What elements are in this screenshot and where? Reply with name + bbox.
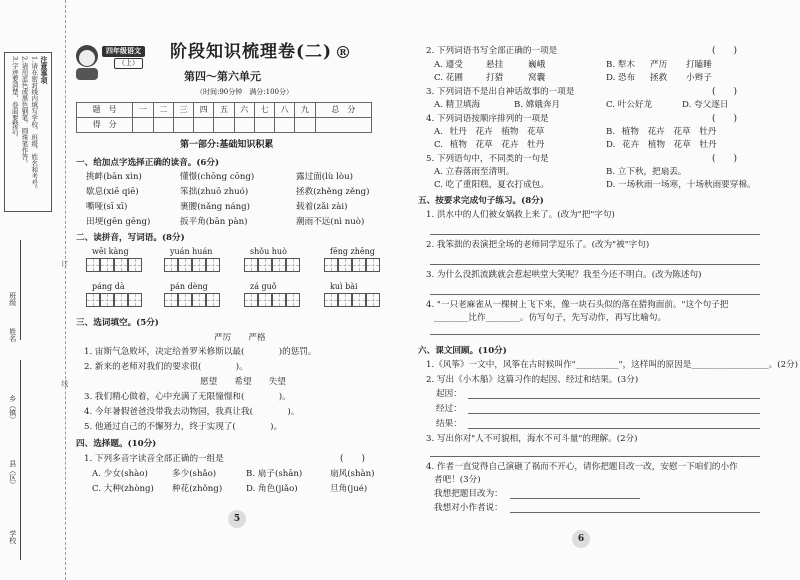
pinyin-label: wēi kàng xyxy=(92,247,129,256)
notes-box xyxy=(4,52,52,212)
term: B. 植物 xyxy=(606,127,639,137)
answer-paren[interactable]: ( ) xyxy=(712,87,738,97)
q5-item: 4. "一只老麻雀从一棵树上飞下来，像一块石头似的落在猎狗面前。"这个句子把 xyxy=(426,300,729,310)
cut-mark-xian: 线 xyxy=(60,380,69,387)
term: 植物 xyxy=(647,140,666,150)
score-head-cell: 一 xyxy=(133,103,153,118)
answer-paren[interactable]: ( ) xyxy=(340,454,366,464)
pinyin-label: pán dèng xyxy=(170,282,208,291)
term: 花卉 xyxy=(647,127,665,137)
answer-line[interactable] xyxy=(430,334,760,335)
term: A. 牡丹 xyxy=(434,127,467,137)
score-value-row xyxy=(77,118,372,133)
field-class-line[interactable] xyxy=(20,240,21,340)
term: 牡丹 xyxy=(527,140,545,150)
q3-word-bank-2: 愿望 希望 失望 xyxy=(200,377,286,387)
term: 花卉 xyxy=(475,127,493,137)
score-cell[interactable] xyxy=(214,118,234,133)
score-cell[interactable] xyxy=(173,118,193,133)
q3-item[interactable]: 3. 我们精心做着，心中充满了无限憧憬和( )。 xyxy=(84,392,291,402)
q4-2-option[interactable]: 巍峨 xyxy=(528,60,546,70)
volume-badge: （上） xyxy=(114,58,143,69)
q4-1-option[interactable]: 种花(zhǒng) xyxy=(172,484,223,494)
score-cell[interactable] xyxy=(133,118,153,133)
term: 花草 xyxy=(673,140,691,150)
q4-2-stem: 2. 下列词语书写全部正确的一项是 xyxy=(426,46,558,56)
q6-4-label: 我想把题目改为： xyxy=(434,489,503,499)
pinyin-label: páng dà xyxy=(92,282,125,291)
tianzige-grid[interactable] xyxy=(164,258,220,272)
term: 花草 xyxy=(673,127,691,137)
q4-2-option[interactable]: B. 犁木 xyxy=(606,60,635,70)
q6-4: 者吧！(3分) xyxy=(434,475,481,485)
q4-4-stem: 4. 下列词语按顺序排列的一项是 xyxy=(426,114,549,124)
q6-2: 2. 写出《小木船》这篇习作的起因、经过和结果。(3分) xyxy=(426,375,639,385)
q1-item[interactable]: 拯救(zhěng zěng) xyxy=(296,187,370,197)
q5-item: 2. 我笨拙的表演把全场的老师同学逗乐了。(改为"被"字句) xyxy=(426,240,650,250)
registered-mark: R xyxy=(337,46,349,58)
q4-5-option[interactable]: C. 吃了重阳糕，夏衣打成包。 xyxy=(434,180,549,190)
field-town-label: 乡（镇） xyxy=(8,395,17,423)
pinyin-label: shǒu huò xyxy=(250,247,287,256)
answer-line[interactable] xyxy=(468,398,760,399)
note-1: 1.请在密封线内填写学校、班级、姓名和考号。 xyxy=(30,56,39,193)
q4-5-stem: 5. 下列语句中，不同类的一句是 xyxy=(426,154,549,164)
term: 植物 xyxy=(501,127,519,137)
q4-2-option[interactable]: D. 恐布 xyxy=(606,73,636,83)
score-head-cell: 九 xyxy=(295,103,315,118)
q5-heading: 五、按要求完成句子练习。(8分) xyxy=(418,196,544,206)
q4-3-option[interactable]: C. 叶公好龙 xyxy=(606,100,653,110)
q3-item[interactable]: 4. 今年暑假爸爸没带我去动物园，我真让我( )。 xyxy=(84,407,300,417)
q4-3-stem: 3. 下列词语不是出自神话故事的一项是 xyxy=(426,87,575,97)
q4-3-option[interactable]: B. 嫦娥奔月 xyxy=(514,100,561,110)
q4-5-option[interactable]: A. 立春落雨至清明。 xyxy=(434,167,515,177)
q6-2-label: 结果： xyxy=(436,419,462,429)
tianzige-grid[interactable] xyxy=(86,258,142,272)
q6-2-label: 经过： xyxy=(436,404,462,414)
q6-4: 4. 作者一直觉得自己演砸了祸而不开心，请你把题目改一改，安慰一下咱们的小作 xyxy=(426,462,738,472)
q4-2-option[interactable]: 窝囊 xyxy=(528,73,546,83)
score-cell[interactable] xyxy=(254,118,274,133)
tianzige-grid[interactable] xyxy=(244,258,300,272)
q4-2-option[interactable]: 打瞌睡 xyxy=(686,60,712,70)
q4-1-option[interactable]: 多少(shǎo) xyxy=(172,469,217,479)
score-head-cell: 四 xyxy=(194,103,214,118)
q4-4-option-c[interactable] xyxy=(434,140,544,151)
q4-heading: 四、选择题。(10分) xyxy=(76,439,157,449)
answer-paren[interactable]: ( ) xyxy=(712,46,738,56)
q3-item[interactable]: 2. 新来的老师对我们的要求很( )。 xyxy=(84,362,248,372)
q4-1-option[interactable]: B. 扇子(shān) xyxy=(246,469,303,479)
score-cell[interactable] xyxy=(275,118,295,133)
pinyin-label: kuì bài xyxy=(330,282,358,291)
q1-item[interactable]: 挑衅(bān xìn) xyxy=(86,172,142,182)
q4-2-option[interactable]: 小辫子 xyxy=(686,73,712,83)
q5-item: 3. 为什么没抓流跳就会惹起哄堂大笑呢？我至今还不明白。(改为陈述句) xyxy=(426,270,702,280)
answer-line[interactable] xyxy=(510,512,760,513)
q4-2-option[interactable]: C. 花圃 xyxy=(434,73,463,83)
score-head-cell: 七 xyxy=(254,103,274,118)
q4-3-option[interactable]: A. 精卫填海 xyxy=(434,100,481,110)
q4-1-option[interactable]: A. 少女(shào) xyxy=(92,469,148,479)
q1-item[interactable]: 扳平角(bān pàn) xyxy=(180,217,248,227)
q1-item[interactable]: 懂憬(chōng cōng) xyxy=(180,172,255,182)
q3-item[interactable]: 1. 宙斯气急败坏，决定给普罗米修斯以最( )的惩罚。 xyxy=(84,347,317,357)
score-table xyxy=(76,102,372,133)
q1-item[interactable]: 裹腰(nǎng náng) xyxy=(180,202,251,212)
q4-1-option[interactable]: 旦角(jué) xyxy=(330,484,368,494)
q4-2-option[interactable]: A. 遵受 xyxy=(434,60,463,70)
q1-item[interactable]: 田埂(gēn gēng) xyxy=(86,217,151,227)
score-row-label: 得 分 xyxy=(77,118,133,133)
q1-item[interactable]: 载着(zǎi zài) xyxy=(296,202,348,212)
score-cell[interactable] xyxy=(194,118,214,133)
q3-heading: 三、选词填空。(5分) xyxy=(76,318,159,328)
term: D. 花卉 xyxy=(606,140,640,150)
answer-line[interactable] xyxy=(430,234,760,235)
pinyin-label: yuán huán xyxy=(170,247,213,256)
q4-1-option[interactable]: C. 大种(zhòng) xyxy=(92,484,154,494)
score-cell[interactable] xyxy=(295,118,315,133)
term: 花草 xyxy=(527,127,545,137)
answer-line[interactable] xyxy=(430,264,760,265)
answer-line[interactable] xyxy=(510,498,640,499)
field-name-label: 姓名 xyxy=(8,328,17,342)
term: 牡丹 xyxy=(699,127,717,137)
time-info: （时间:90分钟 满分:100分） xyxy=(196,88,293,96)
score-cell[interactable] xyxy=(153,118,173,133)
notes-title: 注意事项 xyxy=(40,56,49,84)
q6-1: 1.《风筝》一文中，风筝在古时候叫作"__________"，这样叫的原因是__________________。(2分) xyxy=(426,360,799,370)
q1-item[interactable]: 嘶哑(sī xī) xyxy=(86,202,128,212)
q2-heading: 二、读拼音，写词语。(8分) xyxy=(76,233,185,243)
score-head-cell: 三 xyxy=(173,103,193,118)
tianzige-grid[interactable] xyxy=(244,293,300,307)
score-cell[interactable] xyxy=(315,118,371,133)
score-header-row xyxy=(77,103,372,118)
note-2: 2.请用蓝色或黑色钢笔、圆珠笔作答。 xyxy=(20,56,29,167)
q4-1-option[interactable]: 扇风(shàn) xyxy=(330,469,375,479)
answer-paren[interactable]: ( ) xyxy=(712,154,738,164)
answer-line[interactable] xyxy=(430,294,760,295)
score-head-cell: 五 xyxy=(214,103,234,118)
series-logo xyxy=(70,40,170,84)
score-head-cell: 二 xyxy=(153,103,173,118)
unit-subtitle: 第四～第六单元 xyxy=(184,70,261,83)
q1-heading: 一、给加点字选择正确的读音。(6分) xyxy=(76,158,220,168)
q4-2-option[interactable]: 打猎 xyxy=(486,73,504,83)
q1-item[interactable]: 露过面(lù lòu) xyxy=(296,172,353,182)
q1-item[interactable]: 笨拙(zhuō zhuó) xyxy=(180,187,249,197)
field-county-label: 县（区） xyxy=(8,460,17,488)
term: 牡丹 xyxy=(699,140,717,150)
q6-4-label: 我想对小作者说： xyxy=(434,503,503,513)
q3-word-bank-1: 严厉 严格 xyxy=(214,333,266,343)
field-class-label: 班级 xyxy=(8,292,17,306)
cut-mark-ding: 订 xyxy=(60,260,69,267)
field-school-label: 学校 xyxy=(8,530,17,544)
q6-3: 3. 写出你对"人不可貌相，海水不可斗量"的理解。(2分) xyxy=(426,434,638,444)
q4-1-stem: 1. 下列多音字读音全部正确的一组是 xyxy=(84,454,224,464)
q4-5-option[interactable]: D. 一场秋雨一场寒，十场秋雨要穿棉。 xyxy=(606,180,756,190)
pinyin-label: zá guǒ xyxy=(250,282,277,291)
q4-2-option[interactable]: 拯救 xyxy=(650,73,668,83)
score-cell[interactable] xyxy=(234,118,254,133)
grade-badge: 四年级语文 xyxy=(102,46,145,57)
answer-paren[interactable]: ( ) xyxy=(712,114,738,124)
score-head-cell: 八 xyxy=(275,103,295,118)
binding-strip xyxy=(0,0,69,580)
q5-item: ________比作________。仿写句子，先写动作，再写比喻句。 xyxy=(434,313,667,323)
score-head-cell: 总 分 xyxy=(315,103,371,118)
term: 花草 xyxy=(475,140,493,150)
page-number-left: 5 xyxy=(228,510,246,528)
q4-3-option[interactable]: D. 夸父逐日 xyxy=(682,100,729,110)
q4-2-option[interactable]: 严历 xyxy=(650,60,668,70)
term: C. 植物 xyxy=(434,140,467,150)
term: 花卉 xyxy=(501,140,519,150)
note-3: 3.字迹要清楚，卷面要整洁。 xyxy=(10,56,19,141)
q3-item[interactable]: 5. 他通过自己的不懈努力，终于实现了( )。 xyxy=(84,422,283,432)
q4-4-option-a[interactable] xyxy=(434,127,544,138)
tianzige-grid[interactable] xyxy=(324,258,380,272)
q6-heading: 六、课文回顾。(10分) xyxy=(418,346,507,356)
q4-4-option-d[interactable] xyxy=(606,140,717,151)
q4-2-option[interactable]: 悬挂 xyxy=(486,60,504,70)
q4-4-option-b[interactable] xyxy=(606,127,716,138)
part1-title: 第一部分:基础知识积累 xyxy=(180,140,274,150)
q5-item: 1. 洪水中的人们被女娲救上来了。(改为"把"字句) xyxy=(426,210,615,220)
q4-1-option[interactable]: D. 角色(jiǎo) xyxy=(246,484,298,494)
answer-line[interactable] xyxy=(468,428,760,429)
score-head-cell: 题 号 xyxy=(77,103,133,118)
q1-item[interactable]: 歇息(xiē qiē) xyxy=(86,187,139,197)
q1-item[interactable]: 潮雨不远(nì nuò) xyxy=(296,217,365,227)
field-school-line[interactable] xyxy=(20,360,21,560)
tianzige-grid[interactable] xyxy=(164,293,220,307)
page-number-right: 6 xyxy=(572,530,590,548)
answer-line[interactable] xyxy=(468,413,760,414)
q4-5-option[interactable]: B. 立下秋，把扇丢。 xyxy=(606,167,687,177)
page-title: 阶段知识梳理卷(二) xyxy=(170,42,333,62)
answer-line[interactable] xyxy=(430,456,760,457)
q6-2-label: 起因： xyxy=(436,389,462,399)
mascot-icon xyxy=(70,42,104,82)
score-head-cell: 六 xyxy=(234,103,254,118)
tianzige-grid[interactable] xyxy=(324,293,380,307)
pinyin-label: fēng zhēng xyxy=(330,247,375,256)
tianzige-grid[interactable] xyxy=(86,293,142,307)
